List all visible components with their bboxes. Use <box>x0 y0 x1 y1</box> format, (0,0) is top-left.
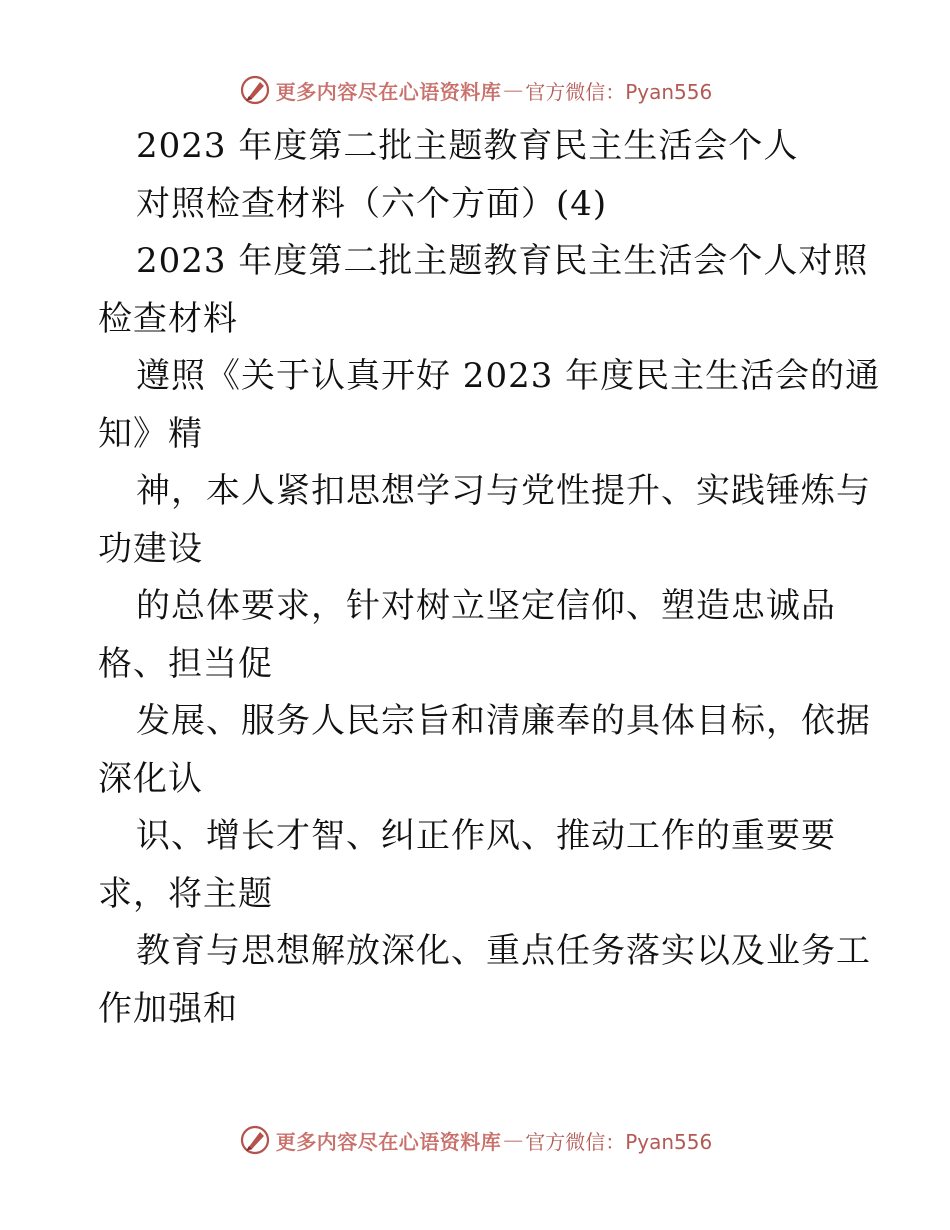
document-body <box>98 118 881 1038</box>
document-line: 功建设 <box>98 528 203 569</box>
document-line: 作加强和 <box>98 988 238 1029</box>
document-line: 求，将主题 <box>98 873 273 914</box>
document-line: 发展、服务人民宗旨和清廉奉的具体目标，依据 <box>136 701 871 741</box>
footer-banner <box>0 1120 950 1160</box>
banner-brand-text: 更多内容尽在心语资料库 <box>275 1129 502 1154</box>
document-line: 识、增长才智、纠正作风、推动工作的重要要 <box>136 816 836 856</box>
banner-brand-text: 更多内容尽在心语资料库 <box>275 79 502 104</box>
document-line: 的总体要求，针对树立坚定信仰、塑造忠诚品 <box>136 586 836 626</box>
pen-nib-logo-icon <box>238 1123 272 1157</box>
banner-separator: — <box>503 1128 524 1152</box>
document-title-line-1: 2023 年度第二批主题教育民主生活会个人 <box>136 126 799 166</box>
document-line: 深化认 <box>98 758 203 799</box>
document-line: 格、担当促 <box>98 643 273 684</box>
document-line: 检查材料 <box>98 298 238 339</box>
document-line: 知》精 <box>98 413 203 454</box>
document-title-line-2: 对照检查材料（六个方面）(4) <box>136 183 608 224</box>
document-line: 遵照《关于认真开好 2023 年度民主生活会的通 <box>136 356 881 396</box>
banner-contact-text: 官方微信：Pyan556 <box>525 1129 713 1154</box>
banner-contact-text: 官方微信：Pyan556 <box>525 79 713 104</box>
document-line: 2023 年度第二批主题教育民主生活会个人对照 <box>136 241 869 281</box>
header-banner <box>0 70 950 110</box>
banner-separator: — <box>503 78 524 102</box>
document-line: 神，本人紧扣思想学习与党性提升、实践锤炼与 <box>136 471 871 511</box>
pen-nib-logo-icon <box>238 73 272 107</box>
document-line: 教育与思想解放深化、重点任务落实以及业务工 <box>136 931 871 971</box>
